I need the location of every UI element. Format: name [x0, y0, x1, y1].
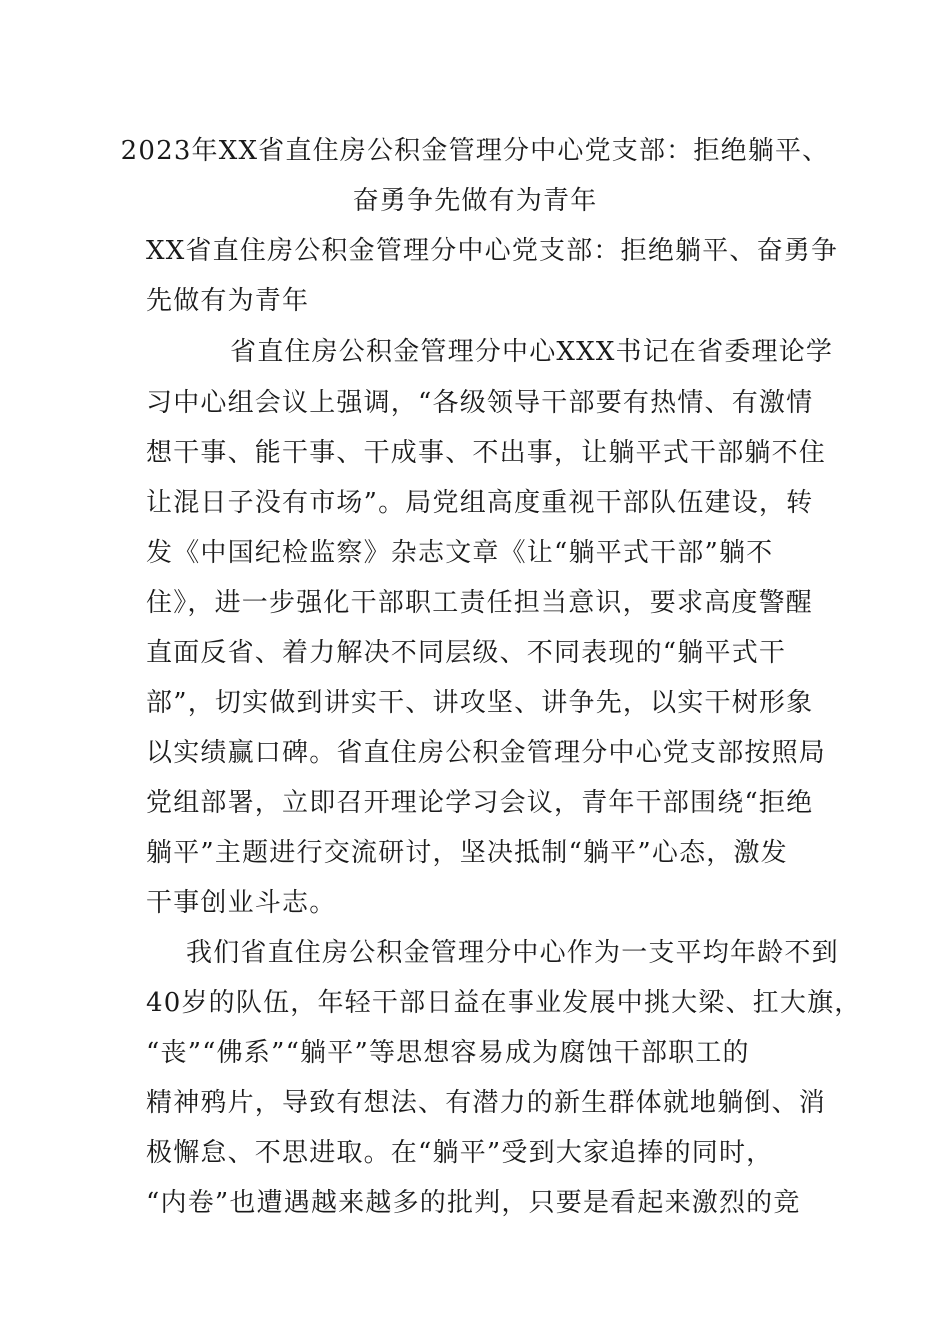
paragraph-1-line: 省直住房公积金管理分中心XXX书记在省委理论学 [230, 337, 834, 367]
paragraph-1-line: 干事创业斗志。 [146, 888, 337, 918]
paragraph-1-line: 部”，切实做到讲实干、讲攻坚、讲争先，以实干树形象 [146, 688, 814, 718]
document-title-line-2: 奋勇争先做有为青年 [352, 186, 598, 216]
paragraph-1-line: 习中心组会议上强调，“各级领导干部要有热情、有激情 [146, 388, 814, 418]
paragraph-1-line: 住》，进一步强化干部职工责任担当意识，要求高度警醒 [146, 588, 814, 618]
paragraph-2-line: “丧”“佛系”“躺平”等思想容易成为腐蚀干部职工的 [146, 1038, 750, 1068]
paragraph-2-line: “内卷”也遭遇越来越多的批判，只要是看起来激烈的竞 [146, 1188, 801, 1218]
paragraph-2-line: 我们省直住房公积金管理分中心作为一支平均年龄不到 [186, 938, 839, 968]
paragraph-2-line: 精神鸦片，导致有想法、有潜力的新生群体就地躺倒、消 [146, 1088, 827, 1118]
paragraph-1-line: 躺平”主题进行交流研讨，坚决抵制“躺平”心态，激发 [146, 838, 788, 868]
paragraph-1-line: 想干事、能干事、干成事、不出事，让躺平式干部躺不住 [146, 438, 827, 468]
paragraph-1-line: 以实绩赢口碑。省直住房公积金管理分中心党支部按照局 [146, 738, 827, 768]
paragraph-2-line: 极懈怠、不思进取。在“躺平”受到大家追捧的同时， [146, 1138, 774, 1168]
subtitle-line-2: 先做有为青年 [146, 286, 310, 316]
subtitle-line-1: XX省直住房公积金管理分中心党支部：拒绝躺平、奋勇争 [146, 236, 839, 266]
paragraph-1-line: 党组部署，立即召开理论学习会议，青年干部围绕“拒绝 [146, 788, 814, 818]
paragraph-1-line: 让混日子没有市场”。局党组高度重视干部队伍建设，转 [146, 488, 814, 518]
paragraph-2-line: 40岁的队伍，年轻干部日益在事业发展中挑大梁、扛大旗， [146, 988, 862, 1018]
paragraph-1-line: 发《中国纪检监察》杂志文章《让“躺平式干部”躺不 [146, 538, 774, 568]
paragraph-1-line: 直面反省、着力解决不同层级、不同表现的“躺平式干 [146, 638, 787, 668]
document-title-line-1: 2023年XX省直住房公积金管理分中心党支部：拒绝躺平、 [120, 136, 830, 166]
